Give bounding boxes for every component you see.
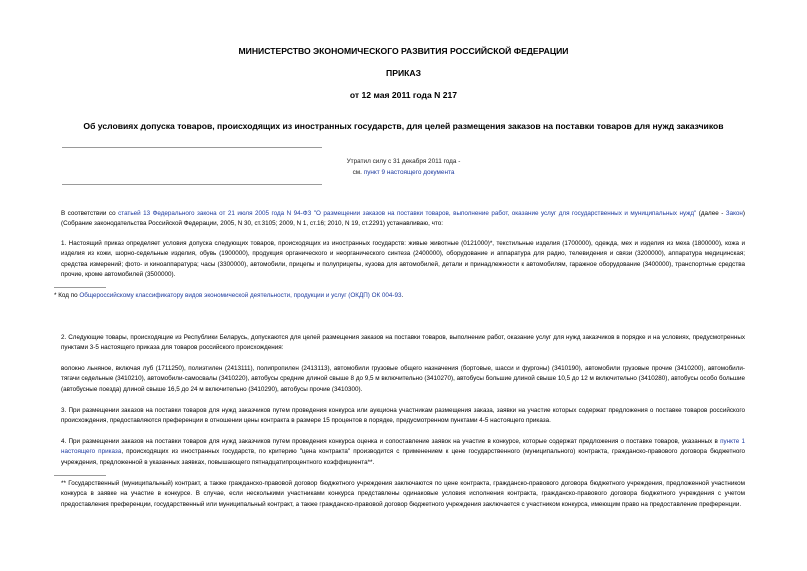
item-4-text-1: 4. При размещении заказов на поставки товаров для нужд заказчиков путем проведения конкурса оценка и сопоставление заявок на участие в конкурсе, которые содержат предложения о поставке товаров, указанных в: [61, 438, 721, 445]
law-article-link[interactable]: статьей 13 Федерального закона от 21 июля 2005 года N 94-ФЗ "О размещении заказов на поставки товаров, выполнение работ, оказание услуг для государственных и муниципальных нужд": [118, 210, 697, 217]
law-short-link[interactable]: Закон: [725, 210, 743, 217]
preamble-text-2: (далее -: [696, 210, 726, 217]
status-bottom-divider: [62, 184, 322, 185]
status-note-line2: [0, 169, 807, 176]
footnote-1: [54, 291, 744, 301]
item-1-reference-link[interactable]: пункте 1 настоящего приказа: [61, 438, 745, 456]
preamble-text-3: ) (Собрание законодательства Российской Федерации, 2005, N 30, ст.3105; 2009, N 1, ст.16; 2010, N 19, ст.2291) устанавливаю, что:: [61, 210, 745, 228]
status-top-divider: [62, 147, 322, 148]
footnote-2-divider: [54, 475, 106, 476]
footnote-1-divider: [54, 287, 106, 288]
footnote-1-text-2: .: [401, 292, 404, 299]
preamble-paragraph: [61, 209, 745, 230]
preamble-text-1: В соответствии со: [61, 210, 119, 217]
doc-type-heading: ПРИКАЗ: [386, 68, 421, 78]
document-title: Об условиях допуска товаров, происходящих из иностранных государств, для целей размещения заказов на поставки товаров для нужд заказчиков: [83, 121, 724, 131]
item-4-text-2: , происходящих из иностранных государств, по критерию "цена контракта" производится с применением к цене государственного (муниципального) контракта, гражданско-правового договора бюджетного учреждения, предложенной в указанных заявках, повышающего пятнадцатипроцентного коэффициента**.: [61, 448, 745, 466]
status-note-line1: Утратил силу с 31 декабря 2011 года -: [346, 158, 461, 165]
footnote-2: ** Государственный (муниципальный) контракт, а также гражданско-правовой договор бюджетного учреждения заключаются по цене контракта, гражданско-правового договора бюджетного учреждения, предложенной участником конкурса в заявке на участие в конкурсе. В случае, если несколькими участниками конкурса представлены одинаковые условия исполнения контракта, гражданско-правового договора бюджетного учреждения с учетом предоставления преференции, государственный или муниципальный контракт, а также гражданско-правовой договор бюджетного учреждения заключается с участником конкурса, имеющим право на предоставление преференции.: [61, 480, 745, 508]
footnote-1-text-1: * Код по: [54, 292, 80, 299]
item-2-goods-list: волокно льняное, включая луб (1711250), полиэтилен (2413111), полипропилен (2413113), автомобили грузовые общего назначения (бортовые, шасси и фургоны) (3410190), автомобили грузовые прочие (3410200), автомобили-тягачи седельные (3410210), автомобили-самосвалы (3410220), автобусы средние длиной свыше 8 до 9,5 м включительно (3410270), автобусы большие длиной свыше 10,5 до 12 м включительно (3410280), автобусы особо большие (автобусные поезда) длиной свыше 16,5 до 24 м включительно (3410290), автобусы прочие (3410300).: [61, 365, 745, 393]
status-note-link[interactable]: пункт 9 настоящего документа: [363, 169, 455, 176]
status-note-prefix: см.: [352, 169, 364, 176]
item-4-paragraph: [61, 437, 745, 468]
item-3-paragraph: 3. При размещении заказов на поставки товаров для нужд заказчиков путем проведения конкурса или аукциона участникам размещения заказа, заявки на участие которых содержат предложения о поставке товаров российского происхождения, предоставляются преференции в отношении цены контракта в размере 15 процентов в порядке, предусмотренном пунктами 4-5 настоящего приказа.: [61, 407, 745, 425]
okdp-classifier-link[interactable]: Общероссийскому классификатору видов экономической деятельности, продукции и услуг (ОКДП) ОК 004-93: [79, 292, 402, 299]
ministry-heading: МИНИСТЕРСТВО ЭКОНОМИЧЕСКОГО РАЗВИТИЯ РОССИЙСКОЙ ФЕДЕРАЦИИ: [238, 46, 569, 56]
date-number-heading: от 12 мая 2011 года N 217: [349, 90, 458, 100]
item-1-paragraph: 1. Настоящий приказ определяет условия допуска следующих товаров, происходящих из иностранных государств: живые животные (0121000)*, текстильные изделия (1700000), одежда, мех и изделия из меха (1800000), кожа и изделия из кожи, шорно-седельные изделия, обувь (1900000), продукция органического и неорганического синтеза (2400000), оборудование и аппаратура для радио, телевидения и связи (3200000), аппаратура медицинская; средства измерений; фото- и киноаппаратура; часы (3300000), автомобили, прицепы и полуприцепы, кузова для автомобилей, детали и принадлежности к автомобилям, гаражное оборудование (3400000), транспортные средства прочие, кроме автомобилей (3500000).: [61, 240, 745, 278]
item-2-paragraph: 2. Следующие товары, происходящие из Республики Беларусь, допускаются для целей размещения заказов на поставки товаров, выполнение работ, оказание услуг для нужд заказчиков в порядке и на условиях, предусмотренных пунктами 3-5 настоящего приказа для товаров российского происхождения:: [61, 334, 745, 352]
